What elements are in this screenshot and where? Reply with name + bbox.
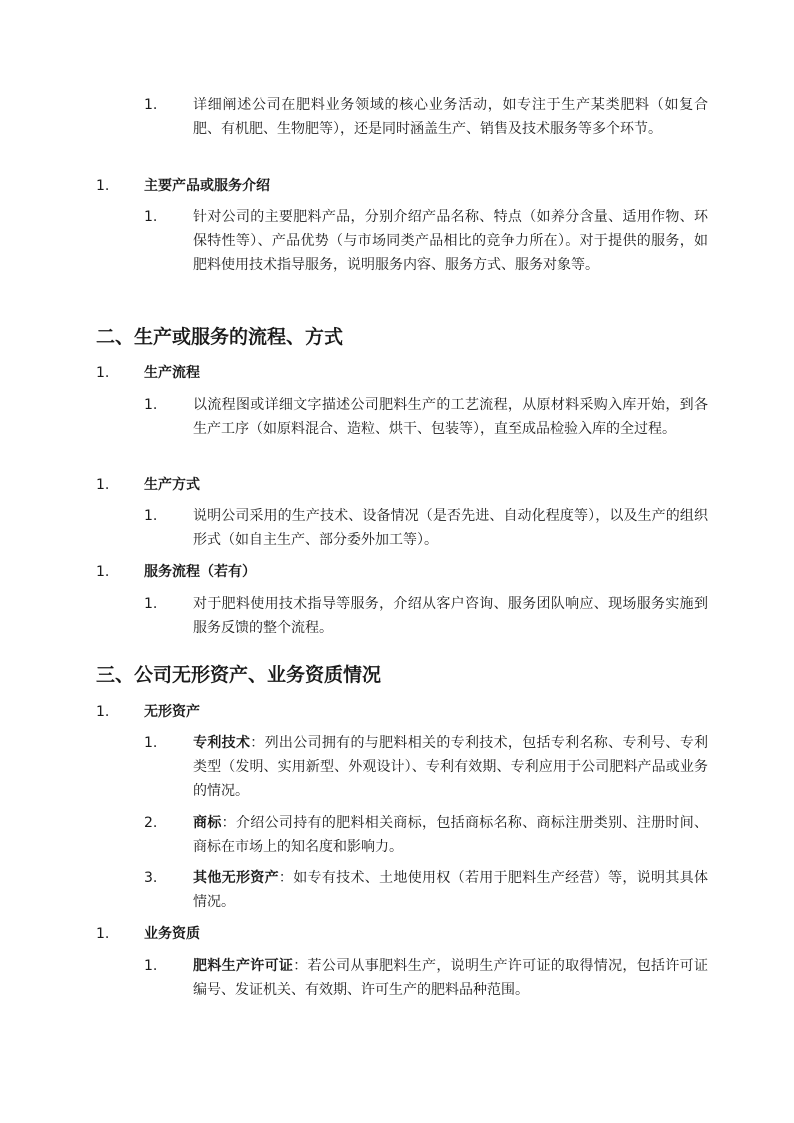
list-number: 1. <box>144 209 158 225</box>
paragraph-text <box>193 811 708 859</box>
term-description: ：介绍公司持有的肥料相关商标，包括商标名称、商标注册类别、注册时间、商标在市场上的知名度和影响力。 <box>193 815 709 855</box>
term-description: ：列出公司拥有的与肥料相关的专利技术，包括专利名称、专利号、专利类型（发明、实用新型、外观设计）、专利有效期、专利应用于公司肥料产品或业务的情况。 <box>193 735 709 799</box>
paragraph-text: 针对公司的主要肥料产品，分别介绍产品名称、特点（如养分含量、适用作物、环保特性等）、产品优势（与市场同类产品相比的竞争力所在）。对于提供的服务，如肥料使用技术指导服务，说明服务内容、服务方式、服务对象等。 <box>193 209 708 273</box>
paragraph-text: 详细阐述公司在肥料业务领域的核心业务活动，如专注于生产某类肥料（如复合肥、有机肥、生物肥等），还是同时涵盖生产、销售及技术服务等多个环节。 <box>193 97 708 137</box>
paragraph-text <box>193 866 708 914</box>
list-number: 1. <box>96 365 110 381</box>
subheading: 主要产品或服务介绍 <box>144 178 270 194</box>
subheading: 无形资产 <box>144 704 200 720</box>
list-number: 2. <box>144 815 158 831</box>
term-description: ：如专有技术、土地使用权（若用于肥料生产经营）等，说明其具体情况。 <box>193 870 709 910</box>
subheading: 生产方式 <box>144 477 200 493</box>
term-label: 肥料生产许可证 <box>193 958 294 974</box>
list-number: 1. <box>144 97 158 113</box>
paragraph-text <box>193 731 708 803</box>
subheading: 服务流程（若有） <box>144 564 256 580</box>
list-number: 1. <box>96 926 110 942</box>
paragraph-text: 对于肥料使用技术指导等服务，介绍从客户咨询、服务团队响应、现场服务实施到服务反馈的整个流程。 <box>193 596 708 636</box>
subheading: 生产流程 <box>144 365 200 381</box>
list-number: 1. <box>144 596 158 612</box>
paragraph-text <box>193 954 708 1002</box>
list-number: 1. <box>144 958 158 974</box>
list-number: 3. <box>144 870 158 886</box>
list-number: 1. <box>96 477 110 493</box>
term-label: 专利技术 <box>193 735 251 751</box>
list-number: 1. <box>96 178 110 194</box>
list-number: 1. <box>96 704 110 720</box>
paragraph-text: 说明公司采用的生产技术、设备情况（是否先进、自动化程度等），以及生产的组织形式（如自主生产、部分委外加工等）。 <box>193 508 708 548</box>
list-number: 1. <box>96 564 110 580</box>
list-number: 1. <box>144 735 158 751</box>
term-label: 商标 <box>193 815 222 831</box>
list-number: 1. <box>144 508 158 524</box>
term-label: 其他无形资产 <box>193 870 279 886</box>
paragraph-text: 以流程图或详细文字描述公司肥料生产的工艺流程，从原材料采购入库开始，到各生产工序（如原料混合、造粒、烘干、包装等），直至成品检验入库的全过程。 <box>193 397 708 437</box>
subheading: 业务资质 <box>144 926 200 942</box>
section-heading: 二、生产或服务的流程、方式 <box>96 326 344 348</box>
term-description: ：若公司从事肥料生产，说明生产许可证的取得情况，包括许可证编号、发证机关、有效期、许可生产的肥料品种范围。 <box>193 958 709 998</box>
section-heading: 三、公司无形资产、业务资质情况 <box>96 664 382 686</box>
list-number: 1. <box>144 397 158 413</box>
